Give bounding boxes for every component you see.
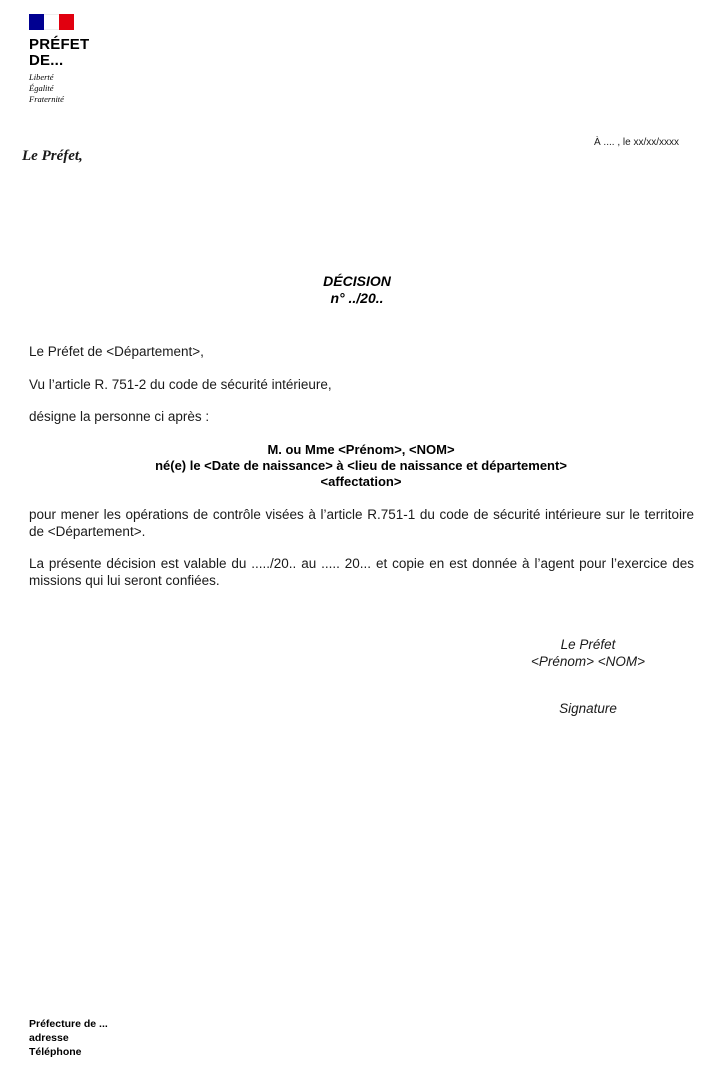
flag-red-band xyxy=(59,14,74,30)
signature-block xyxy=(488,636,688,670)
flag-white-band xyxy=(44,14,59,30)
footer-address-line: adresse xyxy=(29,1032,69,1044)
person-birth: né(e) le <Date de naissance> à <lieu de naissance et département> xyxy=(155,458,567,473)
decision-heading xyxy=(0,273,714,307)
decision-number: n° ../20.. xyxy=(330,290,384,306)
footer-phone: Téléphone xyxy=(29,1046,82,1058)
place-date: À .... , le xx/xx/xxxx xyxy=(593,137,679,148)
motto-egalite: Égalité xyxy=(29,83,54,93)
person-assignment: <affectation> xyxy=(320,474,402,489)
designated-person xyxy=(0,442,714,490)
mission-paragraph: pour mener les opérations de contrôle visées à l’article R.751-1 du code de sécurité intérieure sur le territoire de <Département>. xyxy=(29,507,694,539)
intro-paragraph: Le Préfet de <Département>, xyxy=(29,344,204,359)
validity-paragraph: La présente décision est valable du ...../20.. au ..... 20... et copie en est donnée à l’agent pour l’exercice des missions qui lui seront confiées. xyxy=(29,556,694,588)
signature-title: Le Préfet xyxy=(560,637,616,652)
institution-line-2: DE... xyxy=(29,52,64,69)
institution-name xyxy=(29,37,139,69)
motto-liberte: Liberté xyxy=(29,72,54,82)
signature-label: Signature xyxy=(559,701,617,716)
footer-address xyxy=(29,1017,108,1059)
footer-prefecture: Préfecture de ... xyxy=(29,1018,108,1030)
flag-blue-band xyxy=(29,14,44,30)
motto-fraternite: Fraternité xyxy=(29,94,64,104)
designe-paragraph: désigne la personne ci après : xyxy=(29,409,210,424)
vu-paragraph: Vu l’article R. 751-2 du code de sécurité intérieure, xyxy=(29,377,332,392)
signature-name: <Prénom> <NOM> xyxy=(530,654,646,669)
decision-title: DÉCISION xyxy=(323,273,391,289)
marianne-flag-icon xyxy=(29,14,74,30)
signer-heading: Le Préfet, xyxy=(22,148,83,164)
institution-line-1: PRÉFET xyxy=(29,36,90,53)
motto xyxy=(29,72,139,105)
person-name: M. ou Mme <Prénom>, <NOM> xyxy=(267,442,455,457)
republic-logo xyxy=(29,14,139,105)
